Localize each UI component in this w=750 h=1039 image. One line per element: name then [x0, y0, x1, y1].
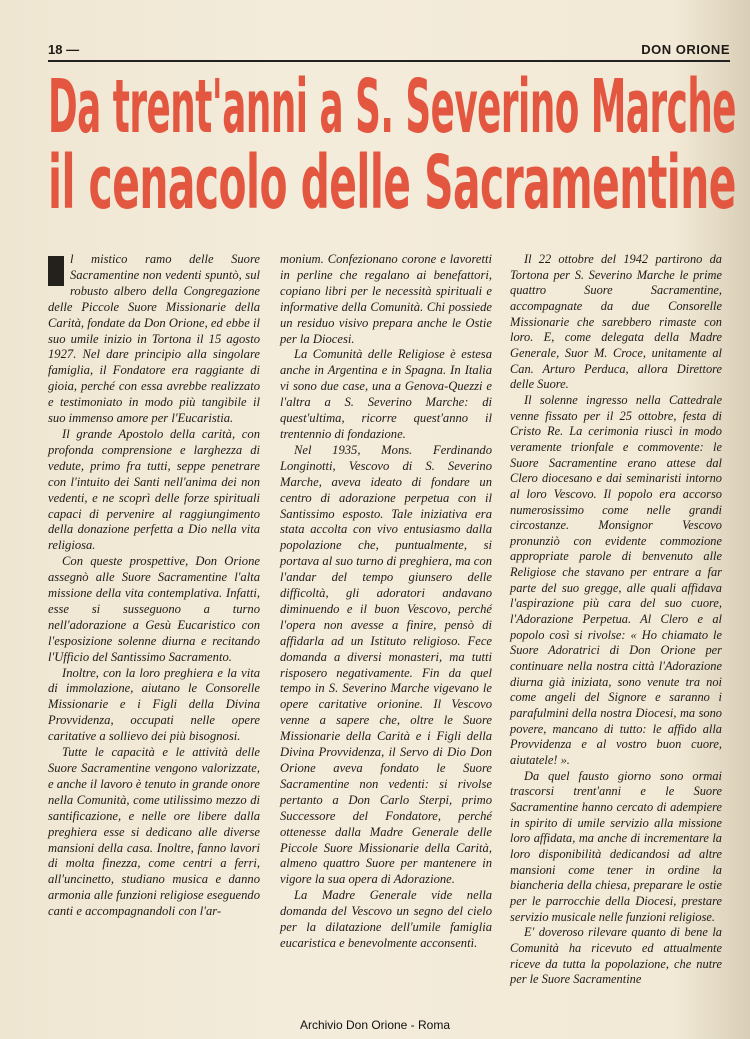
column-1-paragraph-5: Tutte le capacità e le attività delle Suore Sacramentine vengono valorizzate, e anche il lavoro è tenuto in grande onore nella Comunità, come utilissimo mezzo di santificazione, e nelle ore libere dalla preghiera esse si dedicano alle diverse mansioni della casa. Inoltre, fanno lavori di molta finezza, come centri a ferri, all'uncinetto, studiano musica e danno armonia alle funzioni religiose eseguendo canti e accompagnandoli con l'ar-	[48, 745, 260, 919]
column-3-paragraph-2: Il solenne ingresso nella Cattedrale venne fissato per il 25 ottobre, festa di Cristo Re. La cerimonia riuscì in modo veramente trionfale e commovente: le Suore Sacramentine erano attese dal Clero diocesano e dai seminaristi intorno al loro Vescovo. Il popolo era accorso numerosissimo come nelle grandi circostanze. Monsignor Vescovo pronunziò con evidente commozione appropriate parole di benvenuto alle Religiose che stavano per entrare a far parte del suo gregge, alle quali affidava l'aspirazione più cara del suo cuore, l'Adorazione Perpetua. Al Clero e al popolo così si rivolse: « Ho chiamato le Suore Adoratrici di Don Orione per continuare nella nostra città l'Adorazione diurna già iniziata, sono venute tra noi come angeli del Signore e saranno i parafulmini della nostra Diocesi, ma sono povere, mancano di tutto: le affido alla Provvidenza e al vostro buon cuore, aiutatele! ».	[510, 392, 722, 767]
drop-cap	[48, 256, 64, 286]
article-title	[48, 64, 738, 226]
title-line-1: Da trent'anni a S. Severino Marche	[48, 64, 737, 150]
paragraph-text: l mistico ramo delle Suore Sacramentine non vedenti spuntò, sul robusto albero della Congregazione delle Piccole Suore Missionarie della Carità, fondate da Don Orione, ed ebbe il suo umile inizio in Tortona il 15 agosto 1927. Nel dare principio alla singolare famiglia, il Fondatore era raggiante di gioia, perché con essa avrebbe realizzato e testimoniato in modo più tangibile il suo immenso amore per l'Eucaristia.	[48, 252, 260, 426]
archive-footer: Archivio Don Orione - Roma	[299, 1018, 451, 1032]
article-column-1	[48, 252, 260, 920]
column-1-paragraph-1	[48, 252, 260, 427]
title-line-2: il cenacolo delle Sacramentine	[48, 140, 736, 226]
column-2-paragraph-1: monium. Confezionano corone e lavoretti in perline che regalano ai benefattori, copiano libri per le necessità spirituali e informative della Comunità. Chi possiede un residuo visivo prepara anche le Ostie per la Diocesi.	[280, 252, 492, 346]
magazine-name: DON ORIONE	[641, 42, 730, 57]
column-2-paragraph-4: La Madre Generale vide nella domanda del Vescovo un segno del cielo per la dilatazione dell'umile famiglia eucaristica e benevolmente acconsentì.	[280, 888, 492, 950]
column-3-paragraph-1: Il 22 ottobre del 1942 partirono da Tortona per S. Severino Marche le prime quattro Suore Sacramentine, accompagnate da due Consorelle Missionarie che sarebbero rimaste con loro. E, come delegata della Madre Generale, Suor M. Croce, unitamente al Can. Arturo Perduca, allora Direttore delle Suore.	[510, 252, 722, 392]
page-number: 18 —	[48, 42, 80, 57]
column-3-paragraph-4: E' doveroso rilevare quanto di bene la Comunità ha ricevuto ed attualmente riceve da tutta la popolazione, che nutre per le Suore Sacramentine	[510, 925, 722, 987]
column-2-paragraph-3: Nel 1935, Mons. Ferdinando Longinotti, Vescovo di S. Severino Marche, aveva ideato di fondare un centro di adorazione perpetua con il Santissimo esposto. Tale iniziativa era stata accolta con vivo entusiasmo dalla popolazione che, puntualmente, si portava al suo turno di preghiera, ma con l'andar del tempo giunsero delle difficoltà, gli adoratori andavano diminuendo e il buon Vescovo, perché l'opera non avesse a finire, pensò di affidarla ad un Istituto religioso. Fece domanda a diversi monasteri, ma tutti risposero negativamente. Fin da quel tempo in S. Severino Marche vigevano le opere caritative orionine. Il Vescovo venne a sapere che, oltre le Suore Missionarie della Carità e i Figli della Divina Provvidenza, il Servo di Dio Don Orione aveva fondato le Suore Sacramentine non vedenti: si rivolse pertanto a Don Carlo Sterpi, primo Successore del Fondatore, perché ottenesse dalla Madre Generale delle Piccole Suore Missionarie della Carità, almeno quattro Suore per mantenere in vigore la sua opera di Adorazione.	[280, 442, 492, 887]
article-column-2	[280, 252, 492, 952]
column-2-paragraph-2: La Comunità delle Religiose è estesa anche in Argentina e in Spagna. In Italia vi sono due case, una a Genova-Quezzi e l'altra a S. Severino Marche: di quest'ultima, ricorre quest'anno il trentennio di fondazione.	[280, 347, 492, 441]
page-header	[48, 40, 730, 62]
article-column-3	[510, 252, 722, 988]
column-1-paragraph-3: Con queste prospettive, Don Orione assegnò alle Suore Sacramentine l'alta missione della vita contemplativa. Infatti, esse si susseguono a turno nell'adorazione a Gesù Eucaristico con l'esposizione solenne diurna e recitando l'Ufficio del Santissimo Sacramento.	[48, 554, 260, 664]
column-1-paragraph-2: Il grande Apostolo della carità, con profonda comprensione e larghezza di vedute, primo fra tutti, seppe penetrare con l'intuito dei Santi nell'anima dei non vedenti, e ne scoprì delle forze spirituali capaci di pervenire al raggiungimento della donazione perfetta a Dio nella vita religiosa.	[48, 426, 260, 553]
column-1-paragraph-4: Inoltre, con la loro preghiera e la vita di immolazione, aiutano le Consorelle Missionarie e i Figli della Divina Provvidenza, occupati nelle opere caritative a sollievo dei più bisognosi.	[48, 665, 260, 744]
column-3-paragraph-3: Da quel fausto giorno sono ormai trascorsi trent'anni e le Suore Sacramentine hanno cercato di adempiere in spirito di umile servizio alla missione loro affidata, ma anche di incrementare la loro disponibilità dedicandosi ad altre mansioni come tener in ordine la biancheria della chiesa, preparare le ostie per le parrocchie della Diocesi, prestare servizio musicale nelle funzioni religiose.	[510, 768, 722, 924]
